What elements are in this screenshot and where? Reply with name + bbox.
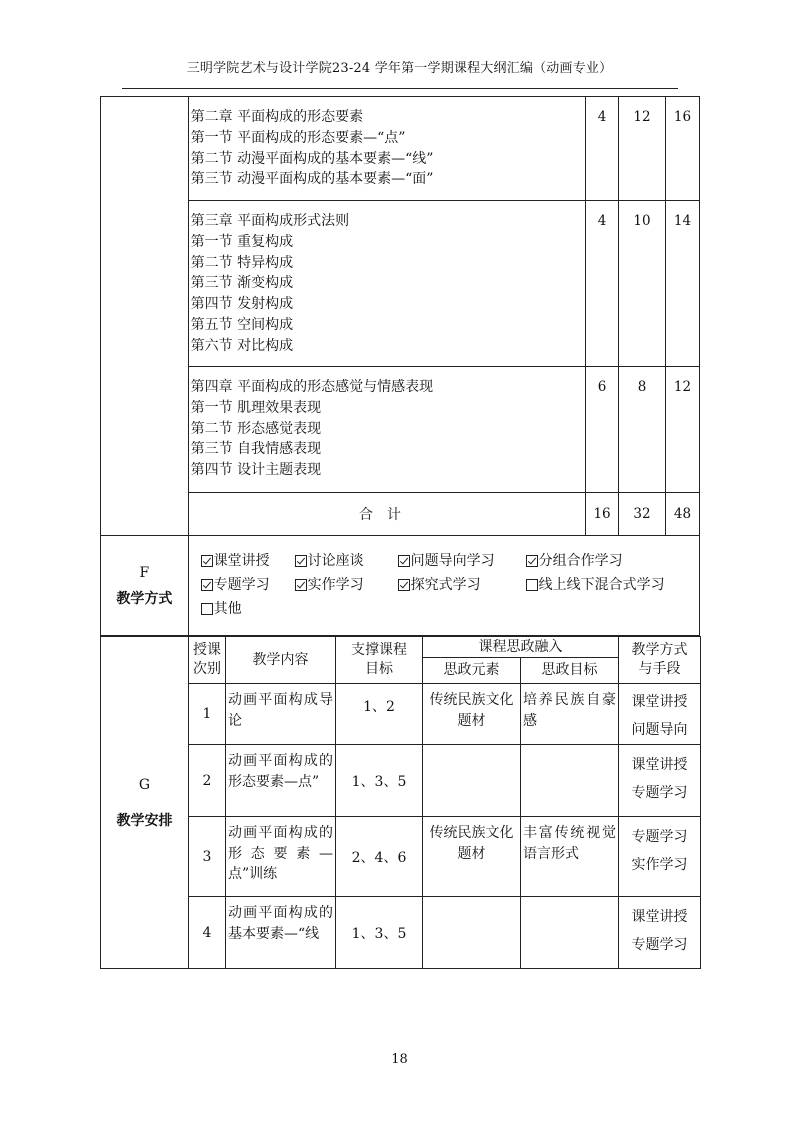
chapter-cell [188, 201, 585, 367]
session-no: 2 [189, 745, 226, 817]
header-mode [619, 637, 701, 684]
section-code: G [138, 776, 151, 793]
hours-b: 10 [619, 201, 666, 367]
mode-cell [619, 745, 701, 817]
table-row [101, 817, 701, 897]
method-label: 讨论座谈 [307, 553, 364, 569]
hours-c: 16 [666, 97, 700, 201]
hours-b: 12 [619, 97, 666, 201]
table-row [101, 745, 701, 817]
checkbox-checked-icon[interactable] [201, 555, 213, 567]
mode-line: 专题学习 [631, 829, 688, 845]
section-f-label [101, 536, 189, 636]
method-label: 分组合作学习 [538, 553, 623, 569]
target-cell: 培养民族自豪感 [521, 684, 619, 745]
mode-line: 课堂讲授 [631, 694, 688, 710]
schedule-header-row [101, 637, 701, 658]
hours-a: 6 [586, 367, 619, 493]
header-text: 教学方式与手段 [631, 642, 688, 677]
chapter-line: 第三节 渐变构成 [190, 275, 294, 292]
mode-cell [619, 684, 701, 745]
method-item[interactable] [201, 574, 295, 594]
section-title: 教学方式 [116, 590, 173, 607]
target-cell [521, 745, 619, 817]
chapter-line: 第六节 对比构成 [190, 337, 294, 354]
checkbox-checked-icon[interactable] [526, 555, 538, 567]
chapter-row [101, 97, 700, 201]
hours-c: 14 [666, 201, 700, 367]
method-label: 专题学习 [213, 577, 270, 593]
hours-a: 4 [586, 201, 619, 367]
checkbox-checked-icon[interactable] [398, 579, 410, 591]
total-row [101, 493, 700, 536]
methods-row [201, 572, 695, 596]
chapter-line: 第二章 平面构成的形态要素 [190, 109, 364, 125]
element-cell [423, 745, 521, 817]
empty-section-cell [101, 97, 189, 536]
table-row [101, 897, 701, 969]
section-g-label [101, 637, 189, 969]
chapter-line: 第一节 重复构成 [190, 233, 294, 250]
chapter-line: 第三节 动漫平面构成的基本要素—“面” [190, 171, 434, 188]
chapter-line: 第四节 发射构成 [190, 296, 294, 313]
checkbox-checked-icon[interactable] [295, 555, 307, 567]
hours-a: 4 [586, 97, 619, 201]
mode-line: 专题学习 [631, 785, 688, 801]
methods-row [201, 596, 695, 620]
methods-row [201, 548, 695, 572]
chapter-row [101, 201, 700, 367]
mode-cell [619, 817, 701, 897]
course-table [100, 96, 700, 636]
schedule-table [100, 636, 701, 969]
session-no: 4 [189, 897, 226, 969]
page-number: 18 [391, 1052, 408, 1067]
method-label: 实作学习 [307, 577, 364, 593]
content-cell: 动画平面构成的形态要素—点”训练 [226, 817, 336, 897]
mode-line: 课堂讲授 [631, 757, 688, 773]
hours-b: 8 [619, 367, 666, 493]
chapter-row [101, 367, 700, 493]
element-cell: 传统民族文化题材 [423, 684, 521, 745]
chapter-line: 第四节 设计主题表现 [190, 462, 322, 479]
method-item[interactable] [526, 574, 665, 594]
total-c: 48 [666, 493, 700, 536]
method-item[interactable] [201, 550, 295, 570]
target-cell [521, 897, 619, 969]
checkbox-empty-icon[interactable] [526, 579, 538, 591]
page-header: 三明学院艺术与设计学院23-24 学年第一学期课程大纲汇编（动画专业） [186, 61, 613, 76]
chapter-line: 第一节 肌理效果表现 [190, 399, 322, 416]
element-cell: 传统民族文化题材 [423, 817, 521, 897]
content-cell: 动画平面构成导论 [226, 684, 336, 745]
chapter-line: 第一节 平面构成的形态要素—“点” [190, 129, 406, 146]
header-element: 思政元素 [423, 658, 521, 684]
mode-line: 实作学习 [631, 857, 688, 873]
chapter-cell [188, 367, 585, 493]
checkbox-checked-icon[interactable] [398, 555, 410, 567]
method-item[interactable] [398, 574, 526, 594]
header-text: 授课次别 [193, 642, 221, 677]
method-label: 线上线下混合式学习 [538, 577, 665, 593]
session-no: 3 [189, 817, 226, 897]
goal-cell: 1、3、5 [336, 745, 423, 817]
hours-c: 12 [666, 367, 700, 493]
method-item[interactable] [295, 550, 398, 570]
chapter-cell [188, 97, 585, 201]
mode-line: 问题导向 [631, 722, 688, 738]
method-label: 其他 [213, 601, 242, 617]
goal-cell: 1、3、5 [336, 897, 423, 969]
content-cell: 动画平面构成的形态要素—点” [226, 745, 336, 817]
total-label: 合计 [188, 493, 585, 536]
method-label: 探究式学习 [410, 577, 481, 593]
chapter-line: 第二节 动漫平面构成的基本要素—“线” [190, 150, 434, 167]
method-item[interactable] [295, 574, 398, 594]
header-goal [336, 637, 423, 684]
total-a: 16 [586, 493, 619, 536]
goal-cell: 1、2 [336, 684, 423, 745]
mode-line: 专题学习 [631, 937, 688, 953]
method-label: 问题导向学习 [410, 553, 495, 569]
checkbox-checked-icon[interactable] [201, 579, 213, 591]
method-item[interactable] [398, 550, 526, 570]
element-cell [423, 897, 521, 969]
method-item[interactable] [526, 550, 623, 570]
total-b: 32 [619, 493, 666, 536]
section-title: 教学安排 [116, 812, 173, 829]
section-code: F [139, 564, 150, 581]
goal-cell: 2、4、6 [336, 817, 423, 897]
chapter-line: 第二节 特异构成 [190, 254, 294, 271]
teaching-method-row [101, 536, 700, 636]
session-no: 1 [189, 684, 226, 745]
mode-line: 课堂讲授 [631, 909, 688, 925]
target-cell: 丰富传统视觉语言形式 [521, 817, 619, 897]
chapter-line: 第二节 形态感觉表现 [190, 420, 322, 437]
chapter-line: 第四章 平面构成的形态感觉与情感表现 [190, 379, 434, 395]
checkbox-checked-icon[interactable] [295, 579, 307, 591]
table-row [101, 684, 701, 745]
mode-cell [619, 897, 701, 969]
header-text: 支撑课程目标 [351, 642, 407, 677]
chapter-line: 第五节 空间构成 [190, 316, 294, 333]
methods-cell [188, 536, 699, 636]
header-ideology: 课程思政融入 [423, 637, 619, 658]
header-content: 教学内容 [226, 637, 336, 684]
header-rule [122, 88, 678, 89]
chapter-line: 第三节 自我情感表现 [190, 441, 322, 458]
header-session [189, 637, 226, 684]
method-item[interactable] [201, 598, 242, 618]
checkbox-empty-icon[interactable] [201, 603, 213, 615]
method-label: 课堂讲授 [213, 553, 270, 569]
header-target: 思政目标 [521, 658, 619, 684]
chapter-line: 第三章 平面构成形式法则 [190, 213, 350, 229]
content-cell: 动画平面构成的基本要素—“线 [226, 897, 336, 969]
